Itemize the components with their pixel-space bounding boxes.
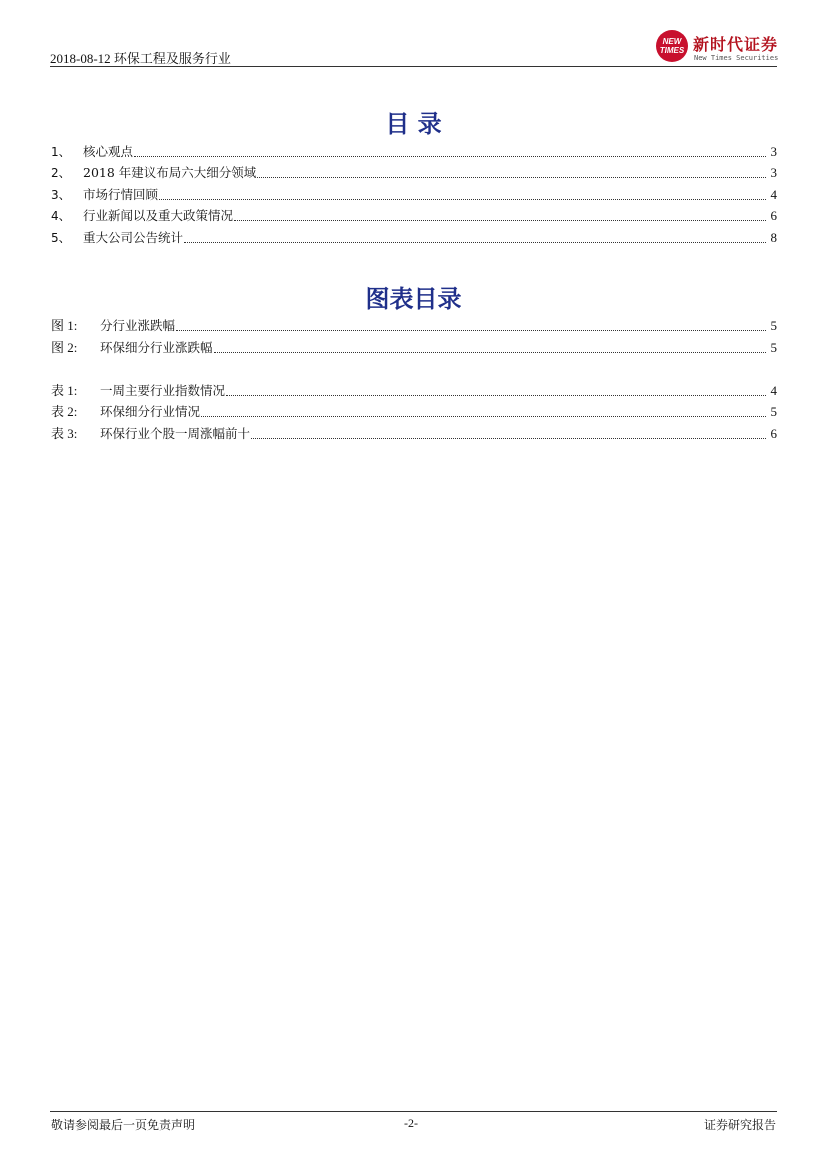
footer-disclaimer-note: 敬请参阅最后一页免责声明 xyxy=(51,1118,196,1132)
toc-entry[interactable] xyxy=(51,143,777,161)
figure-entry-number: 图 2: xyxy=(51,340,78,355)
leader-dots xyxy=(234,220,766,221)
toc-entry-page: 8 xyxy=(770,230,777,245)
toc-entry-page: 3 xyxy=(770,165,777,180)
figure-entry-number: 图 1: xyxy=(51,318,78,333)
table-entry-title: 环保细分行业情况 xyxy=(100,404,201,419)
leader-dots xyxy=(184,242,766,243)
figure-entry-page: 5 xyxy=(770,318,777,333)
figure-entry-page: 5 xyxy=(770,340,777,355)
figure-entry-title: 分行业涨跌幅 xyxy=(100,318,176,333)
toc-entry[interactable] xyxy=(51,186,777,204)
leader-dots xyxy=(257,177,766,178)
table-entry[interactable] xyxy=(51,403,777,421)
table-entry-number: 表 3: xyxy=(51,426,78,441)
figure-entry[interactable] xyxy=(51,317,777,335)
table-entry-page: 6 xyxy=(770,426,777,441)
table-entry-number: 表 2: xyxy=(51,404,78,419)
toc-entry-number: 2、 xyxy=(51,166,71,180)
table-entry-page: 5 xyxy=(770,404,777,419)
footer-divider xyxy=(50,1111,777,1112)
toc-entry-number: 4、 xyxy=(51,209,71,223)
leader-dots xyxy=(134,156,766,157)
toc-entry[interactable] xyxy=(51,207,777,225)
toc-entry-title: 核心观点 xyxy=(83,144,134,159)
toc-title: 目 录 xyxy=(385,110,442,138)
table-entry-title: 环保行业个股一周涨幅前十 xyxy=(100,426,251,441)
leader-dots xyxy=(251,438,766,439)
toc-entry-page: 4 xyxy=(770,187,777,202)
toc-entry-page: 3 xyxy=(770,144,777,159)
figure-entry[interactable] xyxy=(51,339,777,357)
logo-english-name: New Times Securities xyxy=(694,54,779,62)
leader-dots xyxy=(176,330,766,331)
table-entry-number: 表 1: xyxy=(51,383,78,398)
leader-dots xyxy=(214,352,766,353)
logo-chinese-name: 新时代证券 xyxy=(693,35,779,54)
table-entry-page: 4 xyxy=(770,383,777,398)
toc-entry-number: 3、 xyxy=(51,188,71,202)
leader-dots xyxy=(201,416,766,417)
toc-entry-page: 6 xyxy=(770,208,777,223)
toc-entry-number: 1、 xyxy=(51,145,71,159)
leader-dots xyxy=(159,199,766,200)
toc-entry[interactable] xyxy=(51,164,777,182)
leader-dots xyxy=(226,395,766,396)
table-entry[interactable] xyxy=(51,382,777,400)
table-entry-title: 一周主要行业指数情况 xyxy=(100,383,226,398)
logo-emblem-top: NEW xyxy=(662,37,682,46)
toc-entry[interactable] xyxy=(51,229,777,247)
toc-entry-title: 行业新闻以及重大政策情况 xyxy=(83,208,234,223)
table-entry[interactable] xyxy=(51,425,777,443)
company-logo xyxy=(656,30,781,66)
footer-page-number: -2- xyxy=(404,1116,418,1130)
toc-entry-title: 市场行情回顾 xyxy=(83,187,159,202)
toc-entry-number: 5、 xyxy=(51,231,71,245)
figure-entry-title: 环保细分行业涨跌幅 xyxy=(100,340,213,355)
logo-emblem-bottom: TIMES xyxy=(659,46,685,55)
toc-entry-title: 2018 年建议布局六大细分领域 xyxy=(83,165,257,180)
charts-toc-title: 图表目录 xyxy=(365,285,462,313)
footer-report-type: 证券研究报告 xyxy=(703,1118,776,1132)
header-divider xyxy=(50,66,777,67)
toc-entry-title: 重大公司公告统计 xyxy=(83,230,184,245)
header-date-industry: 2018-08-12 环保工程及服务行业 xyxy=(50,51,231,66)
logo-emblem-icon xyxy=(656,30,688,62)
